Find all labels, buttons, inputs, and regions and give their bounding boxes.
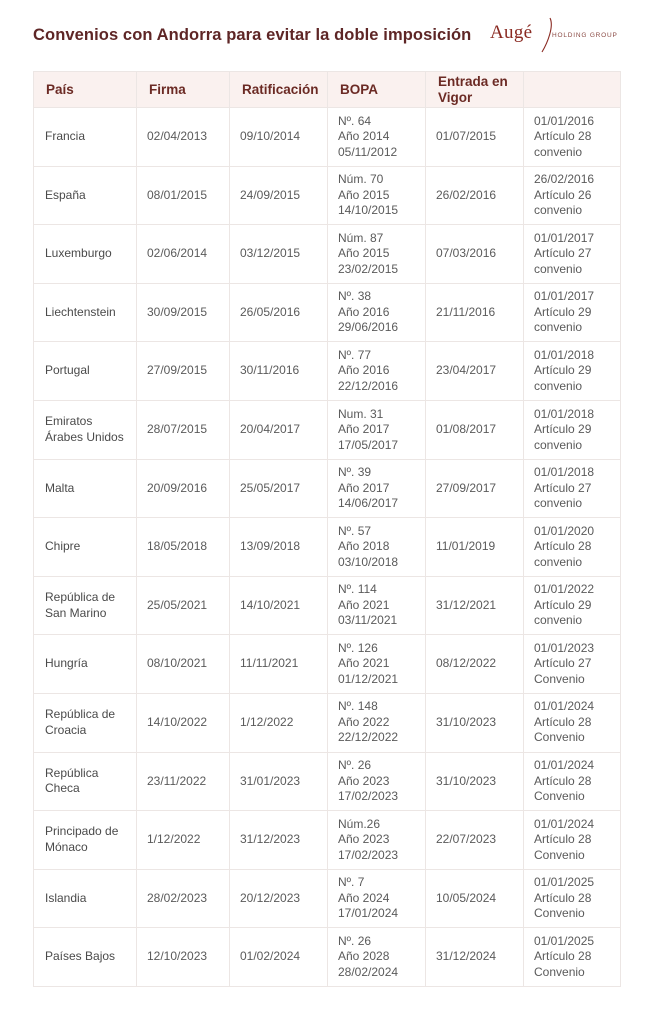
bopa-date: 17/02/2023 [338,847,399,862]
cell-bopa [328,166,426,225]
bopa-number: Nº. 148 [338,699,378,714]
aplicacion-note: Convenio [534,730,585,745]
cell-ratificacion: 20/04/2017 [230,400,328,459]
cell-entrada: 21/11/2016 [426,283,524,342]
table-row [34,518,621,577]
cell-firma: 08/01/2015 [137,166,230,225]
page-header [0,0,653,72]
bopa-year: Año 2021 [338,656,390,671]
bopa-number: Nº. 7 [338,875,365,890]
cell-aplicacion [524,518,621,577]
cell-firma: 02/04/2013 [137,108,230,167]
table-row [34,108,621,167]
cell-entrada: 08/12/2022 [426,635,524,694]
bopa-number: Nº. 57 [338,523,372,538]
aplicacion-date: 01/01/2024 [534,699,595,714]
bopa-number: Nº. 64 [338,113,372,128]
aplicacion-note: Convenio [534,964,585,979]
bopa-date: 29/06/2016 [338,320,399,335]
logo-subtitle: HOLDING GROUP [552,32,618,39]
bopa-number: Nº. 26 [338,933,372,948]
bopa-number: Nº. 77 [338,347,372,362]
cell-ratificacion: 20/12/2023 [230,869,328,928]
cell-aplicacion [524,635,621,694]
table-row [34,693,621,752]
cell-entrada: 31/12/2021 [426,576,524,635]
cell-ratificacion: 24/09/2015 [230,166,328,225]
cell-pais: República Checa [34,752,137,811]
aplicacion-article: Artículo 27 [534,656,592,671]
aplicacion-note: convenio [534,496,583,511]
bopa-year: Año 2014 [338,129,390,144]
cell-ratificacion: 14/10/2021 [230,576,328,635]
bopa-date: 14/10/2015 [338,203,399,218]
aplicacion-article: Artículo 29 [534,597,592,612]
bopa-year: Año 2024 [338,890,390,905]
cell-aplicacion [524,928,621,987]
aplicacion-note: Convenio [534,671,585,686]
bopa-number: Núm. 70 [338,172,384,187]
bopa-date: 14/06/2017 [338,496,399,511]
cell-ratificacion: 13/09/2018 [230,518,328,577]
cell-ratificacion: 11/11/2021 [230,635,328,694]
cell-pais: Emiratos Árabes Unidos [34,400,137,459]
cell-ratificacion: 25/05/2017 [230,459,328,518]
aplicacion-date: 26/02/2016 [534,172,595,187]
table-row [34,752,621,811]
cell-entrada: 07/03/2016 [426,225,524,284]
bopa-year: Año 2023 [338,832,390,847]
cell-pais: España [34,166,137,225]
aplicacion-date: 01/01/2018 [534,406,595,421]
cell-firma: 23/11/2022 [137,752,230,811]
column-header-ratificacion: Ratificación [230,72,328,108]
bopa-year: Año 2022 [338,714,390,729]
aplicacion-article: Artículo 27 [534,480,592,495]
cell-bopa [328,693,426,752]
aplicacion-note: Convenio [534,789,585,804]
cell-entrada: 01/08/2017 [426,400,524,459]
aplicacion-note: convenio [534,613,583,628]
bopa-date: 03/10/2018 [338,554,399,569]
cell-firma: 14/10/2022 [137,693,230,752]
aplicacion-date: 01/01/2017 [534,289,595,304]
aplicacion-note: convenio [534,261,583,276]
cell-bopa [328,108,426,167]
cell-pais: Países Bajos [34,928,137,987]
table-row [34,811,621,870]
bopa-number: Nº. 126 [338,640,378,655]
aplicacion-date: 01/01/2025 [534,933,595,948]
bopa-number: Nº. 38 [338,289,372,304]
bopa-number: Núm.26 [338,816,381,831]
table-row [34,283,621,342]
cell-firma: 20/09/2016 [137,459,230,518]
cell-ratificacion: 01/02/2024 [230,928,328,987]
aplicacion-note: convenio [534,144,583,159]
cell-firma: 08/10/2021 [137,635,230,694]
bopa-year: Año 2015 [338,246,390,261]
table-row [34,166,621,225]
cell-ratificacion: 31/01/2023 [230,752,328,811]
aplicacion-note: Convenio [534,847,585,862]
cell-ratificacion: 09/10/2014 [230,108,328,167]
aplicacion-article: Artículo 28 [534,773,592,788]
cell-bopa [328,576,426,635]
cell-bopa [328,869,426,928]
company-logo [490,16,630,56]
cell-bopa [328,635,426,694]
cell-bopa [328,811,426,870]
cell-entrada: 31/12/2024 [426,928,524,987]
bopa-date: 05/11/2012 [338,144,398,159]
bopa-year: Año 2021 [338,597,390,612]
cell-bopa [328,518,426,577]
aplicacion-date: 01/01/2022 [534,582,595,597]
bopa-number: Nº. 39 [338,465,372,480]
cell-bopa [328,752,426,811]
table-row [34,400,621,459]
aplicacion-article: Artículo 28 [534,714,592,729]
bopa-year: Año 2015 [338,187,390,202]
treaties-table [33,71,621,987]
cell-entrada: 23/04/2017 [426,342,524,401]
cell-entrada: 22/07/2023 [426,811,524,870]
cell-entrada: 11/01/2019 [426,518,524,577]
bopa-date: 23/02/2015 [338,261,399,276]
aplicacion-article: Artículo 28 [534,890,592,905]
cell-bopa [328,283,426,342]
aplicacion-article: Artículo 29 [534,363,592,378]
table-row [34,635,621,694]
aplicacion-note: convenio [534,378,583,393]
table-row [34,869,621,928]
bopa-date: 17/02/2023 [338,789,399,804]
cell-firma: 28/02/2023 [137,869,230,928]
cell-pais: Portugal [34,342,137,401]
aplicacion-article: Artículo 27 [534,246,592,261]
cell-firma: 18/05/2018 [137,518,230,577]
aplicacion-note: convenio [534,203,583,218]
bopa-year: Año 2018 [338,539,390,554]
cell-ratificacion: 30/11/2016 [230,342,328,401]
cell-entrada: 01/07/2015 [426,108,524,167]
bopa-date: 17/01/2024 [338,906,399,921]
aplicacion-date: 01/01/2024 [534,816,595,831]
cell-entrada: 27/09/2017 [426,459,524,518]
cell-entrada: 26/02/2016 [426,166,524,225]
aplicacion-article: Artículo 29 [534,422,592,437]
cell-bopa [328,400,426,459]
bopa-year: Año 2028 [338,949,390,964]
cell-bopa [328,928,426,987]
aplicacion-article: Artículo 28 [534,832,592,847]
cell-pais: Hungría [34,635,137,694]
cell-bopa [328,459,426,518]
bopa-number: Nº. 114 [338,582,377,597]
cell-pais: República de San Marino [34,576,137,635]
aplicacion-note: convenio [534,320,583,335]
cell-firma: 25/05/2021 [137,576,230,635]
cell-aplicacion [524,108,621,167]
bopa-date: 22/12/2022 [338,730,399,745]
cell-pais: Islandia [34,869,137,928]
table-row [34,342,621,401]
bopa-year: Año 2017 [338,422,390,437]
cell-pais: Chipre [34,518,137,577]
bopa-number: Núm. 87 [338,230,384,245]
bopa-date: 28/02/2024 [338,964,399,979]
cell-firma: 02/06/2014 [137,225,230,284]
cell-entrada: 10/05/2024 [426,869,524,928]
aplicacion-date: 01/01/2018 [534,347,595,362]
cell-pais: Luxemburgo [34,225,137,284]
cell-firma: 27/09/2015 [137,342,230,401]
column-header-entrada: Entrada en Vigor [426,72,524,108]
aplicacion-article: Artículo 28 [534,539,592,554]
cell-bopa [328,342,426,401]
bopa-year: Año 2016 [338,304,390,319]
column-header-pais: País [34,72,137,108]
table-row [34,459,621,518]
table-row [34,928,621,987]
cell-pais: Malta [34,459,137,518]
aplicacion-article: Artículo 28 [534,949,592,964]
aplicacion-date: 01/01/2023 [534,640,595,655]
cell-entrada: 31/10/2023 [426,752,524,811]
aplicacion-note: Convenio [534,906,585,921]
column-header-firma: Firma [137,72,230,108]
aplicacion-article: Artículo 29 [534,304,592,319]
cell-ratificacion: 03/12/2015 [230,225,328,284]
aplicacion-date: 01/01/2024 [534,758,595,773]
cell-firma: 28/07/2015 [137,400,230,459]
aplicacion-date: 01/01/2017 [534,230,595,245]
aplicacion-date: 01/01/2016 [534,113,595,128]
cell-pais: Francia [34,108,137,167]
bopa-date: 17/05/2017 [338,437,399,452]
cell-firma: 12/10/2023 [137,928,230,987]
aplicacion-note: convenio [534,437,583,452]
cell-ratificacion: 26/05/2016 [230,283,328,342]
bopa-date: 01/12/2021 [338,671,399,686]
cell-entrada: 31/10/2023 [426,693,524,752]
aplicacion-article: Artículo 26 [534,187,592,202]
column-header-bopa: BOPA [328,72,426,108]
cell-pais: Liechtenstein [34,283,137,342]
aplicacion-article: Artículo 28 [534,129,592,144]
cell-aplicacion [524,693,621,752]
cell-aplicacion [524,576,621,635]
cell-aplicacion [524,400,621,459]
table-row [34,225,621,284]
cell-ratificacion: 1/12/2022 [230,693,328,752]
cell-ratificacion: 31/12/2023 [230,811,328,870]
bopa-date: 03/11/2021 [338,613,398,628]
bopa-year: Año 2017 [338,480,390,495]
page-title: Convenios con Andorra para evitar la doble imposición [33,26,472,44]
cell-pais: Principado de Mónaco [34,811,137,870]
table-row [34,576,621,635]
bopa-number: Num. 31 [338,406,384,421]
bopa-year: Año 2016 [338,363,390,378]
cell-aplicacion [524,283,621,342]
aplicacion-date: 01/01/2020 [534,523,595,538]
cell-aplicacion [524,459,621,518]
aplicacion-date: 01/01/2018 [534,465,595,480]
cell-pais: República de Croacia [34,693,137,752]
column-header-aplicacion [524,72,621,108]
cell-aplicacion [524,342,621,401]
bopa-date: 22/12/2016 [338,378,399,393]
cell-aplicacion [524,166,621,225]
bopa-year: Año 2023 [338,773,390,788]
cell-bopa [328,225,426,284]
bopa-number: Nº. 26 [338,758,372,773]
cell-firma: 1/12/2022 [137,811,230,870]
aplicacion-date: 01/01/2025 [534,875,595,890]
cell-firma: 30/09/2015 [137,283,230,342]
aplicacion-note: convenio [534,554,583,569]
logo-wordmark: Augé [490,22,533,43]
cell-aplicacion [524,811,621,870]
cell-aplicacion [524,869,621,928]
cell-aplicacion [524,225,621,284]
table-header-row [34,72,621,108]
cell-aplicacion [524,752,621,811]
